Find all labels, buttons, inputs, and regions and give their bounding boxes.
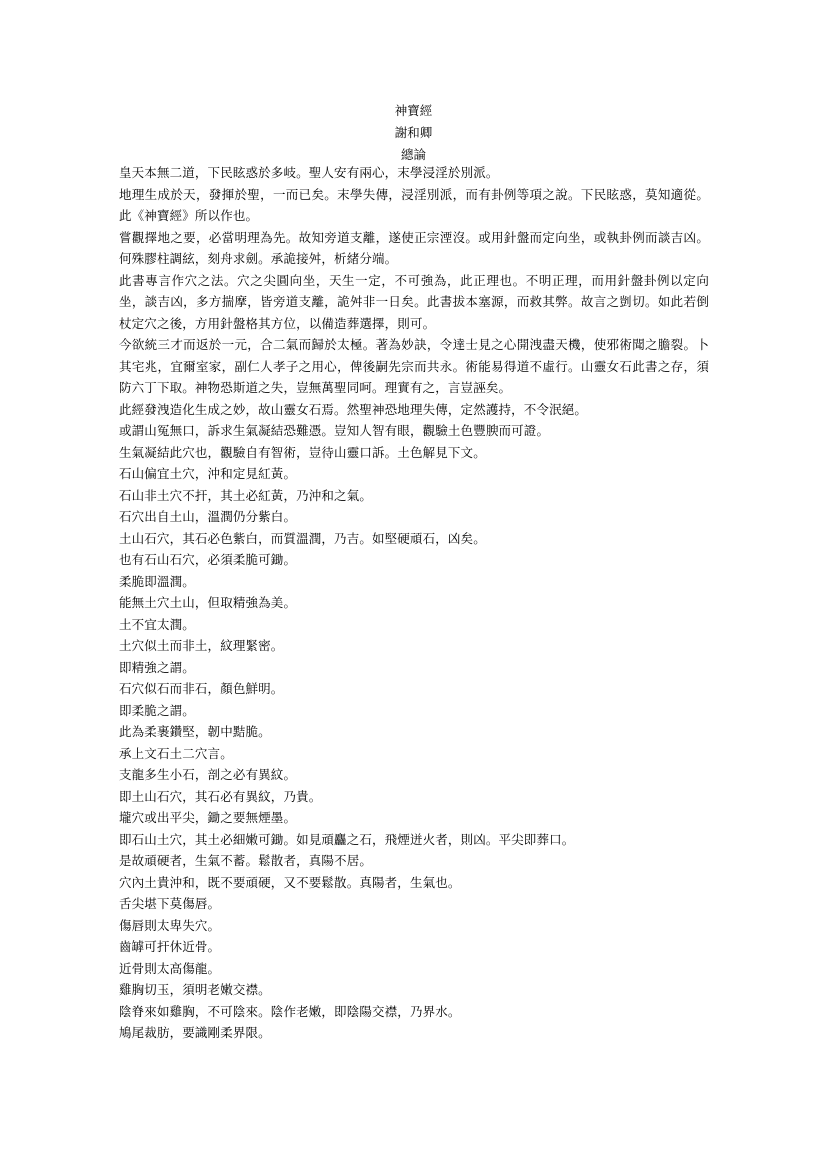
paragraph: 嘗觀擇地之要，必當明理為先。故知旁道支離，遂使正宗湮沒。或用針盤而定向坐，或執卦例而談吉凶。何殊膠柱調絃，刻舟求劍。承詭接舛，析緒分端。	[119, 229, 709, 266]
paragraph: 也有石山石穴，必須柔脆可鋤。	[119, 552, 297, 567]
document-author: 謝和卿	[394, 125, 433, 140]
paragraph: 生氣凝結此穴也，觀驗自有智術，豈待山靈口訴。土色解見下文。	[119, 444, 486, 460]
paragraph: 石山非土穴不扞，其土必紅黃，乃沖和之氣。	[119, 487, 373, 503]
paragraph: 皇天本無二道，下民眩惑於多岐。聖人安有兩心，末學浸淫於別派。	[119, 165, 499, 180]
paragraph: 即精強之謂。	[119, 659, 195, 675]
document-body	[119, 162, 709, 1044]
document-title: 神寶經	[394, 103, 433, 118]
paragraph: 今欲統三才而返於一元，合二氣而歸於太極。著為妙訣，令達士見之心開洩盡天機，使邪術聞之膽裂。卜其宅兆，宜爾室家，副仁人孝子之用心，俾後嗣先宗而共永。術能易得道不虛行。山靈女石此書之存，須防六丁下取。神物恐斯道之失，豈無萬聖同呵。理實有之，言豈誣矣。	[119, 337, 709, 395]
paragraph: 柔脆即溫潤。	[119, 573, 195, 589]
paragraph: 即柔脆之謂。	[119, 702, 195, 718]
paragraph: 傷唇則太卑失穴。	[119, 917, 221, 933]
paragraph: 雞胸切玉，須明老嫩交襟。	[119, 982, 271, 997]
paragraph: 石穴出自土山，溫潤仍分紫白。	[119, 509, 297, 524]
paragraph: 地理生成於天，發揮於聖，一而已矣。末學失傳，浸淫別派，而有卦例等項之說。下民眩惑，莫知適從。此《神寶經》所以作也。	[119, 186, 709, 223]
paragraph: 近骨則太高傷龍。	[119, 960, 221, 976]
section-heading: 總論	[400, 147, 426, 162]
paragraph: 石穴似石而非石，顏色鮮明。	[119, 681, 284, 696]
paragraph: 此經發洩造化生成之妙，故山靈女石焉。然聖神恐地理失傳，定然護持，不令泯絕。	[119, 401, 588, 417]
paragraph: 此書專言作穴之法。穴之尖圓向坐，天生一定，不可強為，此正理也。不明正理，而用針盤卦例以定向坐，談吉凶，多方揣摩，皆旁道支離，詭舛非一日矣。此書拔本塞源，而救其弊。故言之剴切。如此若倒杖定穴之後，方用針盤格其方位，以備造葬選擇，則可。	[119, 272, 709, 331]
paragraph: 穴內土貴沖和，既不要頑硬，又不要鬆散。真陽者，生氣也。	[119, 874, 461, 890]
paragraph: 土不宜太潤。	[119, 616, 195, 632]
paragraph: 即石山土穴，其土必細嫩可鋤。如見頑麤之石，飛煙迸火者，則凶。平尖即葬口。	[119, 831, 575, 847]
paragraph: 舌尖堪下莫傷唇。	[119, 896, 221, 911]
paragraph: 鳩尾裁肪，要識剛柔界限。	[119, 1025, 271, 1040]
paragraph: 壠穴或出平尖，鋤之要無煙墨。	[119, 810, 297, 825]
paragraph: 即土山石穴，其石必有異紋，乃貴。	[119, 788, 322, 804]
paragraph: 齒罅可扞休近骨。	[119, 939, 221, 954]
paragraph: 能無土穴土山，但取精強為美。	[119, 595, 297, 610]
paragraph: 是故頑硬者，生氣不蓄。鬆散者，真陽不居。	[119, 853, 373, 868]
paragraph: 承上文石土二穴言。	[119, 745, 233, 761]
paragraph: 或謂山冤無口，訴求生氣凝結恐難憑。豈知人智有眼，觀驗土色豐腴而可證。	[119, 423, 550, 438]
paragraph: 土穴似土而非土，紋理緊密。	[119, 638, 284, 653]
paragraph: 支龍多生小石，剖之必有異紋。	[119, 767, 297, 782]
paragraph: 此為柔裹鑽堅，韌中黠脆。	[119, 724, 271, 739]
paragraph: 土山石穴，其石必色紫白，而質溫潤，乃吉。如堅硬頑石，凶矣。	[119, 530, 486, 546]
paragraph: 陰脊來如雞胸，不可陰來。陰作老嫩，即陰陽交襟，乃界水。	[119, 1003, 461, 1019]
paragraph: 石山偏宜土穴，沖和定見紅黃。	[119, 466, 297, 481]
